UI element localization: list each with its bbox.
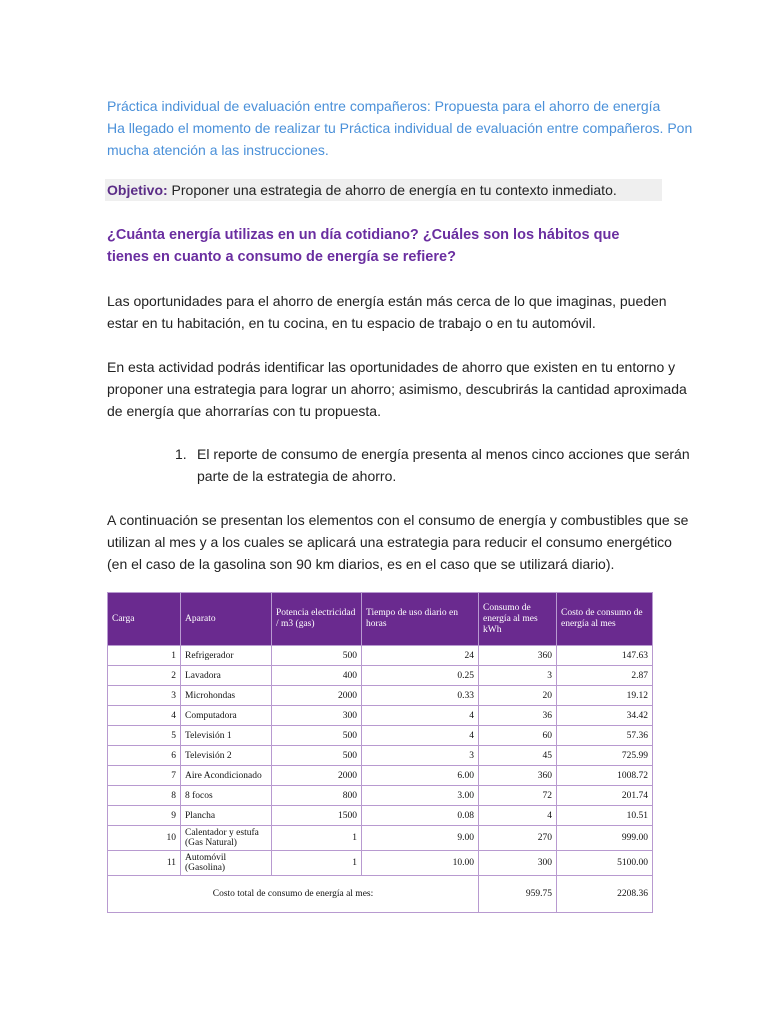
cell-potencia: 500 bbox=[272, 726, 362, 746]
cell-aparato: Refrigerador bbox=[181, 646, 272, 666]
cell-carga: 9 bbox=[108, 806, 181, 826]
header-carga: Carga bbox=[108, 593, 181, 646]
objective-text: Proponer una estrategia de ahorro de energía en tu contexto inmediato. bbox=[167, 182, 617, 198]
cell-potencia: 300 bbox=[272, 706, 362, 726]
header-tiempo: Tiempo de uso diario en horas bbox=[362, 593, 479, 646]
objective-box bbox=[105, 179, 662, 201]
cell-aparato: Televisión 2 bbox=[181, 746, 272, 766]
cell-consumo: 45 bbox=[479, 746, 557, 766]
paragraph-line: de energía que ahorrarías con tu propuesta. bbox=[107, 403, 381, 419]
table-row bbox=[108, 746, 653, 766]
total-label: Costo total de consumo de energía al mes: bbox=[108, 876, 479, 913]
cell-aparato: Aire Acondicionado bbox=[181, 766, 272, 786]
paragraph-line: En esta actividad podrás identificar las oportunidades de ahorro que existen en tu entorno y bbox=[107, 359, 676, 375]
cell-aparato: 8 focos bbox=[181, 786, 272, 806]
table-row bbox=[108, 686, 653, 706]
cell-tiempo: 10.00 bbox=[362, 851, 479, 876]
cell-consumo: 4 bbox=[479, 806, 557, 826]
list-number: 1. bbox=[175, 446, 187, 462]
cell-consumo: 360 bbox=[479, 646, 557, 666]
intro-block bbox=[107, 95, 693, 161]
table-row bbox=[108, 826, 653, 851]
paragraph-elements bbox=[107, 509, 689, 575]
cell-costo: 147.63 bbox=[557, 646, 653, 666]
header-consumo: Consumo de energía al mes kWh bbox=[479, 593, 557, 646]
cell-aparato: Televisión 1 bbox=[181, 726, 272, 746]
question-line: ¿Cuánta energía utilizas en un día cotidiano? ¿Cuáles son los hábitos que bbox=[107, 227, 620, 243]
cell-aparato: Computadora bbox=[181, 706, 272, 726]
cell-carga: 5 bbox=[108, 726, 181, 746]
cell-aparato: Plancha bbox=[181, 806, 272, 826]
cell-costo: 34.42 bbox=[557, 706, 653, 726]
cell-potencia: 2000 bbox=[272, 686, 362, 706]
cell-carga: 10 bbox=[108, 826, 181, 851]
total-costo: 2208.36 bbox=[557, 876, 653, 913]
cell-carga: 6 bbox=[108, 746, 181, 766]
cell-aparato: Microhondas bbox=[181, 686, 272, 706]
cell-costo: 1008.72 bbox=[557, 766, 653, 786]
cell-carga: 2 bbox=[108, 666, 181, 686]
cell-tiempo: 24 bbox=[362, 646, 479, 666]
paragraph-line: A continuación se presentan los elementos con el consumo de energía y combustibles que se bbox=[107, 512, 689, 528]
cell-tiempo: 0.25 bbox=[362, 666, 479, 686]
table-row bbox=[108, 726, 653, 746]
cell-carga: 7 bbox=[108, 766, 181, 786]
intro-text-line: mucha atención a las instrucciones. bbox=[107, 142, 329, 158]
cell-carga: 4 bbox=[108, 706, 181, 726]
cell-tiempo: 3.00 bbox=[362, 786, 479, 806]
header-aparato: Aparato bbox=[181, 593, 272, 646]
paragraph-line: (en el caso de la gasolina son 90 km diarios, es en el caso que se utilizará diario). bbox=[107, 556, 615, 572]
cell-consumo: 20 bbox=[479, 686, 557, 706]
cell-tiempo: 9.00 bbox=[362, 826, 479, 851]
cell-costo: 57.36 bbox=[557, 726, 653, 746]
cell-consumo: 300 bbox=[479, 851, 557, 876]
cell-consumo: 60 bbox=[479, 726, 557, 746]
cell-potencia: 1 bbox=[272, 851, 362, 876]
cell-costo: 999.00 bbox=[557, 826, 653, 851]
question-heading bbox=[107, 224, 667, 268]
list-line: parte de la estrategia de ahorro. bbox=[197, 468, 397, 484]
table-row bbox=[108, 706, 653, 726]
cell-potencia: 400 bbox=[272, 666, 362, 686]
paragraph-line: estar en tu habitación, en tu cocina, en tu espacio de trabajo o en tu automóvil. bbox=[107, 315, 596, 331]
list-line: El reporte de consumo de energía presenta al menos cinco acciones que serán bbox=[197, 446, 690, 462]
cell-carga: 8 bbox=[108, 786, 181, 806]
cell-potencia: 2000 bbox=[272, 766, 362, 786]
cell-potencia: 1500 bbox=[272, 806, 362, 826]
cell-potencia: 500 bbox=[272, 646, 362, 666]
energy-consumption-table bbox=[107, 592, 653, 913]
cell-costo: 725.99 bbox=[557, 746, 653, 766]
cell-potencia: 800 bbox=[272, 786, 362, 806]
cell-carga: 1 bbox=[108, 646, 181, 666]
cell-carga: 3 bbox=[108, 686, 181, 706]
cell-consumo: 72 bbox=[479, 786, 557, 806]
total-consumo: 959.75 bbox=[479, 876, 557, 913]
question-line: tienes en cuanto a consumo de energía se refiere? bbox=[107, 249, 456, 265]
cell-potencia: 500 bbox=[272, 746, 362, 766]
paragraph-line: utilizan al mes y a los cuales se aplicará una estrategia para reducir el consumo energético bbox=[107, 534, 672, 550]
cell-tiempo: 0.33 bbox=[362, 686, 479, 706]
list-text bbox=[197, 443, 690, 487]
cell-consumo: 3 bbox=[479, 666, 557, 686]
table-header-row bbox=[108, 593, 653, 646]
cell-carga: 11 bbox=[108, 851, 181, 876]
table-row bbox=[108, 786, 653, 806]
table-row bbox=[108, 666, 653, 686]
cell-costo: 201.74 bbox=[557, 786, 653, 806]
cell-aparato: Lavadora bbox=[181, 666, 272, 686]
cell-aparato: Calentador y estufa (Gas Natural) bbox=[181, 826, 272, 851]
cell-tiempo: 4 bbox=[362, 706, 479, 726]
table-row bbox=[108, 851, 653, 876]
paragraph-opportunities bbox=[107, 290, 667, 334]
cell-tiempo: 4 bbox=[362, 726, 479, 746]
paragraph-activity bbox=[107, 356, 687, 422]
cell-tiempo: 0.08 bbox=[362, 806, 479, 826]
cell-costo: 5100.00 bbox=[557, 851, 653, 876]
header-potencia: Potencia electricidad / m3 (gas) bbox=[272, 593, 362, 646]
table-total-row bbox=[108, 876, 653, 913]
table-row bbox=[108, 646, 653, 666]
paragraph-line: proponer una estrategia para lograr un ahorro; asimismo, descubrirás la cantidad aproximada bbox=[107, 381, 687, 397]
cell-costo: 10.51 bbox=[557, 806, 653, 826]
table-row bbox=[108, 806, 653, 826]
objective-label: Objetivo: bbox=[107, 182, 168, 198]
cell-aparato: Automóvil (Gasolina) bbox=[181, 851, 272, 876]
intro-text-line: Ha llegado el momento de realizar tu Práctica individual de evaluación entre compañeros. Pon bbox=[107, 120, 693, 136]
paragraph-line: Las oportunidades para el ahorro de energía están más cerca de lo que imaginas, pueden bbox=[107, 293, 667, 309]
cell-consumo: 36 bbox=[479, 706, 557, 726]
cell-costo: 19.12 bbox=[557, 686, 653, 706]
cell-tiempo: 3 bbox=[362, 746, 479, 766]
cell-consumo: 270 bbox=[479, 826, 557, 851]
table-row bbox=[108, 766, 653, 786]
cell-tiempo: 6.00 bbox=[362, 766, 479, 786]
cell-potencia: 1 bbox=[272, 826, 362, 851]
cell-costo: 2.87 bbox=[557, 666, 653, 686]
header-costo: Costo de consumo de energía al mes bbox=[557, 593, 653, 646]
cell-consumo: 360 bbox=[479, 766, 557, 786]
activity-title: Práctica individual de evaluación entre compañeros: Propuesta para el ahorro de energía bbox=[107, 98, 661, 114]
